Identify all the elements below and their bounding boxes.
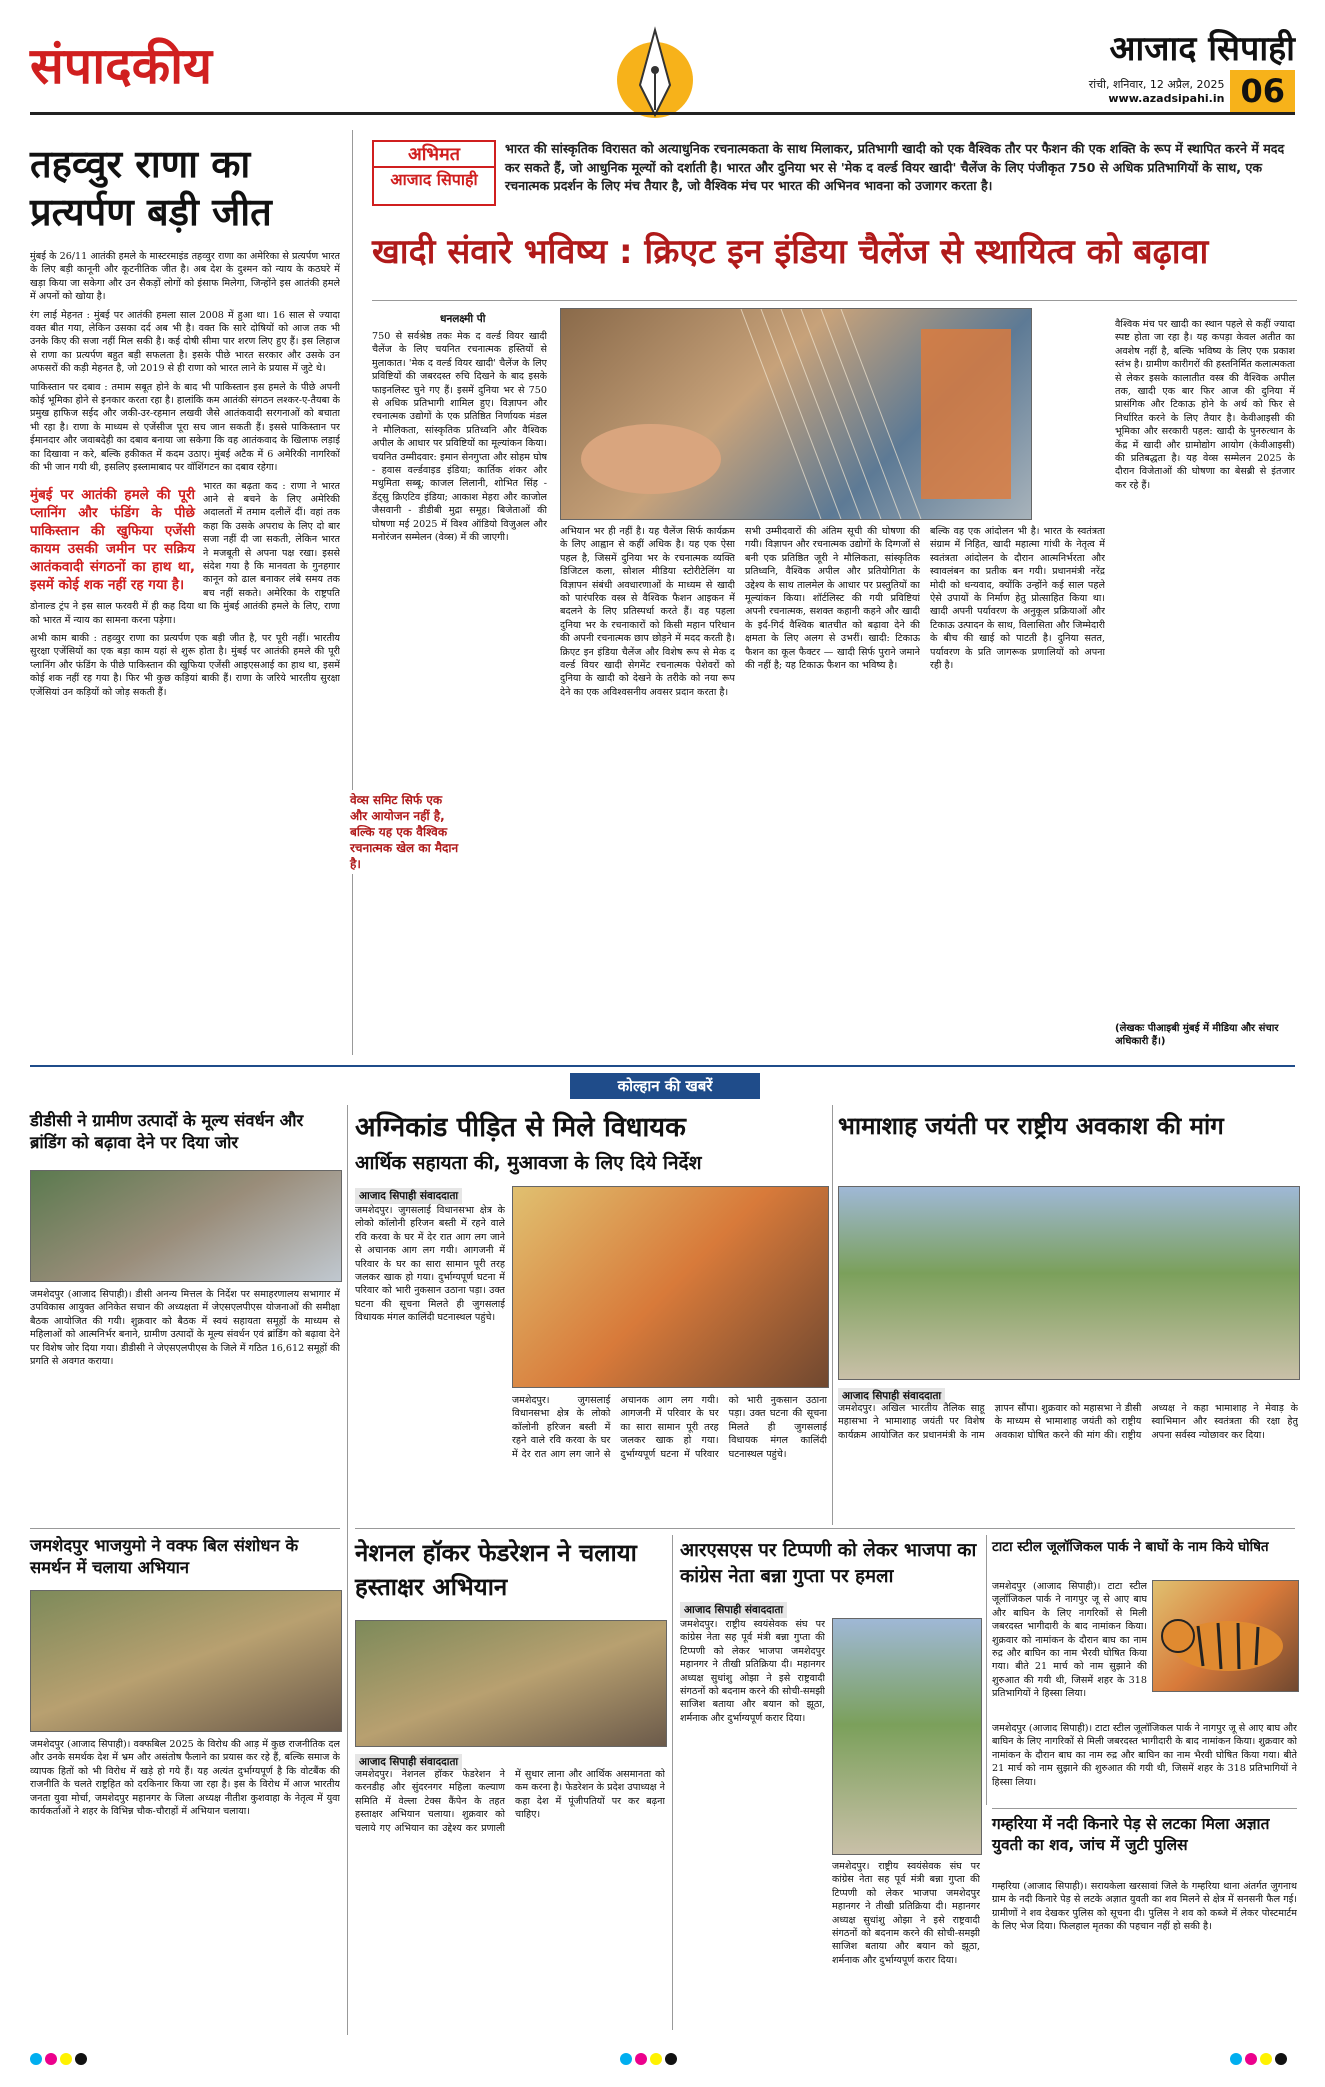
divider	[992, 1808, 1297, 1809]
khadi-weaving-photo	[560, 308, 1032, 520]
opinion-author: धनलक्ष्मी पी	[440, 313, 486, 325]
opinion-tag	[372, 140, 496, 206]
hawker-signature-photo	[355, 1620, 667, 1747]
opinion-intro: भारत की सांस्कृतिक विरासत को अत्याधुनिक रचनात्मकता के साथ मिलाकर, प्रतिभागी खादी को एक वैश्विक तौर पर फैशन की एक शक्ति के रूप में स्थापित करने में मदद कर सकते हैं, जो आधुनिक मूल्यों को दर्शाती है। भारत और दुनिया भर से 'मेक द वर्ल्ड वियर खादी' चैलेंज के लिए पंजीकृत 750 से अधिक प्रतिभागियों के साथ, एक रचनात्मक प्रदर्शन के लिए मंच तैयार है, जो वैश्विक मंच पर भारत की अभिनव भावना को उजागर करता है।	[505, 141, 1285, 193]
gamharia-headline: गम्हरिया में नदी किनारे पेड़ से लटका मिला अज्ञात युवती का शव, जांच में जुटी पुलिस	[992, 1815, 1270, 1854]
opinion-pull: वेव्स समिट सिर्फ एक और आयोजन नहीं है, बल्कि यह एक वैश्विक रचनात्मक खेल का मैदान है।	[348, 790, 462, 874]
tiger-photo	[1152, 1580, 1299, 1692]
print-registration-marks	[620, 2050, 680, 2069]
waqf-campaign-photo	[30, 1590, 342, 1732]
opinion-headline: खादी संवारे भविष्य : क्रिएट इन इंडिया चैलेंज से स्थायित्व को बढ़ावा	[372, 232, 1209, 272]
column-divider	[352, 130, 353, 1055]
waqf-body: जमशेदपुर (आजाद सिपाही)। वक्फबिल 2025 के विरोध की आड़ में कुछ राजनीतिक दल और उनके समर्थक देश में भ्रम और असंतोष फैलाने का प्रयास कर रहे हैं, बल्कि समाज के व्यापक हितों को भी विरोध में खड़े हो गये हैं। यह अत्यंत दुर्भाग्यपूर्ण है कि वोटबैंक की राजनीति के चलते राष्ट्रहित को दरकिनार किया जा रहा है। इस के विरोध में आज भारतीय जनता युवा मोर्चा, जमशेदपुर महानगर के जिला अध्यक्ष नीतीश कुशवाहा के नेतृत्व में युवा कार्यकर्ताओं ने शहर के विभिन्न चौक-चौराहों में अभियान चलाया।	[30, 1739, 340, 1818]
editorial-headline: तहव्वुर राणा का प्रत्यर्पण बड़ी जीत	[30, 142, 272, 234]
column-divider	[347, 1105, 348, 2035]
opinion-col4: बल्कि वह एक आंदोलन भी है। भारत के स्वतंत्रता संग्राम में निहित, खादी महात्मा गांधी के नेतृत्व में स्वतंत्रता आंदोलन के दौरान आत्मनिर्भरता और स्वावलंबन का प्रतीक बन गयी। प्रधानमंत्री नरेंद्र मोदी को धन्यवाद, क्योंकि उन्होंने कई साल पहले ऐसे उपायों के निर्माण हेतु प्रोत्साहित किया था। खादी अपनी पर्यावरण के अनुकूल प्रक्रियाओं और टिकाऊ उत्पादन के साथ, विलासिता और जिम्मेदारी के बीच की खाई को पाटती है। दुनिया सतत, पर्यावरण के प्रति जागरूक प्रणालियों को अपना रही है।	[930, 526, 1105, 672]
tiger-body-continued	[992, 1722, 1297, 1804]
paper-name: आजाद सिपाही	[1109, 29, 1295, 69]
hawker-byline-wrap	[355, 1750, 462, 1770]
opinion-closing: (लेखकः पीआइबी मुंबई में मीडिया और संचार अधिकारी हैं।)	[1115, 1023, 1279, 1047]
hawker-byline: आजाद सिपाही संवाददाता	[355, 1754, 462, 1770]
opinion-tag-bottom: आजाद सिपाही	[390, 170, 478, 189]
brand-block	[1089, 24, 1295, 112]
ddc-body: जमशेदपुर (आजाद सिपाही)। डीसी अनन्य मित्तल के निर्देश पर समाहरणालय सभागार में उपविकास आयुक्त अनिकेत सचान की अध्यक्षता में जेएसएलपीएस योजनाओं की समीक्षा बैठक आयोजित की गयी। शुक्रवार को बैठक में स्वयं सहायता समूहों के माध्यम से महिलाओं को आत्मनिर्भर बनाने, ग्रामीण उत्पादों के मूल्य संवर्धन एवं ब्रांडिंग को बढ़ावा देने पर विशेष जोर दिया गया। डीडीसी ने जेएसएलपीएस के जिले में गठित 16,612 समूहों की प्रगति से अवगत कराया।	[30, 1289, 340, 1368]
opinion-col2: अभियान भर ही नहीं है। यह चैलेंज सिर्फ कार्यक्रम के लिए आह्वान से कहीं अधिक है। यह एक ऐसा पहल है, जिसमें दुनिया भर के रचनात्मक व्यक्ति डिजिटल कला, सोशल मीडिया स्टोरीटेलिंग या विज्ञापन संबंधी अवधारणाओं के माध्यम से खादी को पारंपरिक वस्त्र से वैश्विक फैशन आइकन में बदलने के लिए प्रतिस्पर्धा करते हैं। वह पहला दुनिया भर के रचनाकारों को किसी महान परिधान की अपनी रचनात्मक छाप छोड़ने में मदद करती है। क्रिएट इन इंडिया चैलेंज और विशेष रूप से मेक द वर्ल्ड वियर खादी सेगमेंट रचनात्मक पेशेवरों को दुनिया के खादी को देखने के तरीके को नया रूप देने का एक अविश्वसनीय अवसर प्रदान करता है।	[560, 526, 735, 698]
rss-byline-wrap	[680, 1598, 787, 1618]
waqf-headline: जमशेदपुर भाजयुमो ने वक्फ बिल संशोधन के समर्थन में चलाया अभियान	[30, 1536, 299, 1577]
editorial-p5: अभी काम बाकी : तहव्वुर राणा का प्रत्यर्पण एक बड़ी जीत है, पर पूरी नहीं। भारतीय सुरक्षा एजेंसियों का एक बड़ा काम यहां से शुरू होता है। मुंबई पर आतंकी हमले की पूरी प्लानिंग और फंडिंग के पीछे पाकिस्तान की खुफिया एजेंसी आइएसआई का हाथ था, इसमें कोई शक नहीं रह गया है। फिर भी कुछ कड़ियां बाकी हैं। राणा के जरिये भारतीय सुरक्षा एजेंसियां उन कड़ियों को जोड़ सकती हैं।	[30, 632, 340, 698]
section-title: संपादकीय	[30, 37, 213, 95]
tiger-headline: टाटा स्टील जूलॉजिकल पार्क ने बाघों के नाम किये घोषित	[992, 1539, 1269, 1555]
rss-leader-photo	[832, 1618, 982, 1855]
rss-body: जमशेदपुर। राष्ट्रीय स्वयंसेवक संघ पर कांग्रेस नेता सह पूर्व मंत्री बन्ना गुप्ता की टिप्पणी को लेकर भाजपा जमशेदपुर महानगर ने तीखी प्रतिक्रिया दी। महानगर अध्यक्ष सुधांशु ओझा ने इसे राष्ट्रवादी संगठनों को बदनाम करने की सोची-समझी साजिश बताया और बयान को झूठा, शर्मनाक और दुर्भाग्यपूर्ण करार दिया।	[680, 1619, 825, 1724]
hawker-headline: नेशनल हॉकर फेडरेशन ने चलाया हस्ताक्षर अभियान	[355, 1539, 637, 1601]
print-registration-marks	[30, 2050, 90, 2069]
fire-byline-wrap	[355, 1184, 462, 1204]
divider	[355, 1528, 1295, 1529]
website: www.azadsipahi.in	[1108, 92, 1225, 105]
fire-byline: आजाद सिपाही संवाददाता	[355, 1188, 462, 1204]
rss-byline: आजाद सिपाही संवाददाता	[680, 1602, 787, 1618]
fire-body-continued	[512, 1394, 827, 1514]
section-rule	[30, 1065, 1295, 1067]
editorial-p3: पाकिस्तान पर दबाव : तमाम सबूत होने के बाद भी पाकिस्तान इस हमले के पीछे अपनी कोई भूमिका होने से इनकार करता रहा है। हालांकि कम आतंकी संगठन लश्कर-ए-तैयबा के प्रमुख हाफिज सईद और जकी-उर-रहमान लखवी जैसे आतंकवादी सरगनाओं को बचाता भी रहा है। राणा के माध्यम से एजेंसीज पूरा सच जान सकती हैं। इससे पाकिस्तान पर ईमानदार और जवाबदेही का दबाव बनाया जा सकेगा कि वह आतंकवाद के खिलाफ लड़ाई का दिखावा न करे, बल्कि हकीकत में कदम उठाए। मुंबई अटैक में 6 अमेरिकी नागरिकों की भी जान गयी थी, इसलिए इस्लामाबाद पर वॉशिंगटन का दबाव रहेगा।	[30, 381, 340, 474]
rss-body-2: जमशेदपुर। राष्ट्रीय स्वयंसेवक संघ पर कांग्रेस नेता सह पूर्व मंत्री बन्ना गुप्ता की टिप्पणी को लेकर भाजपा जमशेदपुर महानगर ने तीखी प्रतिक्रिया दी। महानगर अध्यक्ष सुधांशु ओझा ने इसे राष्ट्रवादी संगठनों को बदनाम करने की सोची-समझी साजिश बताया और बयान को झूठा, शर्मनाक और दुर्भाग्यपूर्ण करार दिया।	[832, 1861, 980, 1966]
ddc-headline: डीडीसी ने ग्रामीण उत्पादों के मूल्य संवर्धन और ब्रांडिंग को बढ़ावा देने पर दिया जोर	[30, 1111, 304, 1152]
fire-body-2: जमशेदपुर। जुगसलाई विधानसभा क्षेत्र के लोको कॉलोनी हरिजन बस्ती में रहने वाले रवि करवा के घर में देर रात आग लग जाने से अचानक आग लग गयी। आगजनी में परिवार के घर का सारा सामान पूरी तरह जलकर खाक हो गया। दुर्भाग्यपूर्ण घटना में परिवार को भारी नुकसान उठाना पड़ा। उक्त घटना की सूचना मिलते ही जुगसलाई विधायक मंगल कालिंदी घटनास्थल पहुंचे।	[512, 1395, 827, 1460]
gamharia-body: गम्हरिया (आजाद सिपाही)। सरायकेला खरसावां जिले के गम्हरिया थाना अंतर्गत जुगनाथ ग्राम के नदी किनारे पेड़ से लटके अज्ञात युवती का शव मिलने से क्षेत्र में सनसनी फैल गई। ग्रामीणों ने शव देखकर पुलिस को सूचना दी। पुलिस ने शव को कब्जे में लेकर पोस्टमार्टम के लिए भेज दिया। फिलहाल मृतका की पहचान नहीं हो सकी है।	[992, 1881, 1297, 1933]
page-number: 06	[1230, 70, 1295, 112]
bhamashah-body: जमशेदपुर। अखिल भारतीय तैलिक साहू महासभा ने भामाशाह जयंती पर विशेष कार्यक्रम आयोजित कर प्रधानमंत्री के नाम ज्ञापन सौंपा। शुक्रवार को महासभा ने डीसी के माध्यम से भामाशाह जयंती को राष्ट्रीय अवकाश घोषित करने की मांग की। राष्ट्रीय अध्यक्ष ने कहा भामाशाह ने मेवाड़ के स्वाभिमान और स्वतंत्रता की रक्षा हेतु अपना सर्वस्व न्योछावर कर दिया।	[838, 1403, 1298, 1441]
opinion-col5: वैश्विक मंच पर खादी का स्थान पहले से कहीं ज्यादा स्पष्ट होता जा रहा है। यह कपड़ा केवल अतीत का अवशेष नहीं है, बल्कि भविष्य के लिए एक प्रकाश स्तंभ है। ग्रामीण कारीगरों की हस्तनिर्मित कलात्मकता से लेकर इसके कालातीत वस्त्र की वैश्विक अपील तक, खादी एक बार फिर आज की दुनिया में प्रासंगिक और टिकाऊ होने के अर्थ को फिर से निर्धारित करने के लिए तैयार है। केवीआइसी की भूमिका और सरकारी पहल: खादी के पुनरुत्थान के केंद्र में खादी और ग्रामोद्योग आयोग (केवीआइसी) की प्रतिबद्धता है। यह वेव्स सम्मेलन 2025 के दौरान विजेताओं की घोषणा का बेसब्री से इंतजार कर रहे हैं।	[1115, 319, 1295, 491]
bhamashah-byline-wrap	[838, 1384, 945, 1404]
opinion-col3: सभी उम्मीदवारों की अंतिम सूची की घोषणा की गयी। विज्ञापन और रचनात्मक उद्योगों के दिग्गजों से बनी एक प्रतिष्ठित जूरी ने मौलिकता, सांस्कृतिक प्रतिध्वनि, वैश्विक अपील और प्रतियोगिता के उद्देश्य के साथ तालमेल के आधार पर प्रस्तुतियों का मूल्यांकन किया। शॉर्टलिस्ट की गयी प्रविष्टियां अपनी रचनात्मक, सशक्त कहानी कहने और खादी के इर्द-गिर्द वैश्विक बातचीत को बढ़ावा देने की क्षमता के लिए अलग से उभरीं। खादी: टिकाऊ फैशन का कूल फैक्टर — खादी सिर्फ पुराने जमाने की नहीं है; यह टिकाऊ फैशन का भविष्य है।	[745, 526, 920, 672]
pen-nib-sun-logo	[590, 10, 720, 120]
bhamashah-headline: भामाशाह जयंती पर राष्ट्रीय अवकाश की मांग	[838, 1112, 1224, 1140]
fire-victims-photo	[512, 1186, 829, 1388]
tiger-body: जमशेदपुर (आजाद सिपाही)। टाटा स्टील जूलॉजिकल पार्क ने नागपुर जू से आए बाघ और बाघिन के लिए नागरिकों से मिली जबरदस्त भागीदारी के बाद नामांकन किया। शुक्रवार को नामांकन के दौरान बाघ का नाम रुद्र और बाघिन का नाम भैरवी घोषित किया गया। बीते 21 मार्च को नाम सुझाने की शुरुआत की गयी थी, जिसमें शहर के 318 प्रतिभागियों ने हिस्सा लिया।	[992, 1581, 1147, 1700]
dateline: रांची, शनिवार, 12 अप्रैल, 2025	[1088, 78, 1225, 91]
column-divider	[672, 1535, 673, 2030]
rss-body-continued	[832, 1860, 980, 2028]
opinion-tag-top: अभिमत	[374, 142, 494, 168]
section-bar: कोल्हान की खबरें	[570, 1073, 760, 1099]
fire-headline: अग्निकांड पीड़ित से मिले विधायक	[355, 1112, 686, 1143]
tiger-body-2: जमशेदपुर (आजाद सिपाही)। टाटा स्टील जूलॉजिकल पार्क ने नागपुर जू से आए बाघ और बाघिन के लिए नागरिकों से मिली जबरदस्त भागीदारी के बाद नामांकन किया। शुक्रवार को नामांकन के दौरान बाघ का नाम रुद्र और बाघिन का नाम भैरवी घोषित किया गया। बीते 21 मार्च को नाम सुझाने की शुरुआत की गयी थी, जिसमें शहर के 318 प्रतिभागियों ने हिस्सा लिया।	[992, 1723, 1297, 1788]
divider	[30, 1528, 340, 1529]
masthead-rule	[30, 112, 1295, 115]
editorial-p4: भारत का बढ़ता कद : राणा ने भारत आने से बचने के लिए अमेरिकी अदालतों में तमाम दलीलें दीं। वहां तक कहा कि उसके अपराध के लिए दो बार सजा नहीं दी जा सकती, लेकिन भारत ने मजबूती से अपना पक्ष रखा। इससे संदेश गया है कि मानवता के गुनहगार कानून को ढाल बनाकर लंबे समय तक बच नहीं सकते। अमेरिका के राष्ट्रपति डोनाल्ड ट्रंप ने इस साल फरवरी में ही कह दिया था कि मुंबई आतंकी हमले के लिए, राणा को भारत में न्याय का सामना करना पड़ेगा।	[30, 480, 340, 626]
fire-body: जमशेदपुर। जुगसलाई विधानसभा क्षेत्र के लोको कॉलोनी हरिजन बस्ती में रहने वाले रवि करवा के घर में देर रात आग लग जाने से अचानक आग लग गयी। आगजनी में परिवार के घर का सारा सामान पूरी तरह जलकर खाक हो गया। दुर्भाग्यपूर्ण घटना में परिवार को भारी नुकसान उठाना पड़ा। उक्त घटना की सूचना मिलते ही जुगसलाई विधायक मंगल कालिंदी घटनास्थल पहुंचे।	[355, 1205, 505, 1324]
print-registration-marks	[1230, 2050, 1290, 2069]
ddc-meeting-photo	[30, 1170, 342, 1282]
hawker-body: जमशेदपुर। नेशनल हॉकर फेडरेशन ने करनडीह और सुंदरनगर महिला कल्याण समिति में वेल्ला टेक्स कैंपेन के तहत हस्ताक्षर अभियान चलाया। शुक्रवार को चलाये गए अभियान का उद्देश्य कर प्रणाली में सुधार लाना और आर्थिक असमानता को कम करना है। फेडरेशन के प्रदेश उपाध्यक्ष ने कहा देश में पूंजीपतियों पर कर बढ़ना चाहिए।	[355, 1769, 665, 1834]
editorial-body	[30, 250, 340, 1050]
rss-headline: आरएसएस पर टिप्पणी को लेकर भाजपा का कांग्रेस नेता बन्ना गुप्ता पर हमला	[680, 1540, 977, 1587]
bhamashah-byline: आजाद सिपाही संवाददाता	[838, 1388, 945, 1404]
fire-subhead: आर्थिक सहायता की, मुआवजा के लिए दिये निर्देश	[355, 1152, 702, 1174]
editorial-pullquote: मुंबई पर आतंकी हमले की पूरी प्लानिंग और फंडिंग के पीछे पाकिस्तान की खुफिया एजेंसी कायम उसकी जमीन पर सक्रिय आतंकवादी संगठनों का हाथ था, इसमें कोई शक नहीं रह गया है।	[30, 486, 195, 593]
editorial-p1: मुंबई के 26/11 आतंकी हमले के मास्टरमाइंड तहव्वुर राणा का अमेरिका से प्रत्यर्पण भारत के लिए बड़ी कानूनी और कूटनीतिक जीत है। अब देश के दुश्मन को न्याय के कठघरे में खड़ा किया जा सकेगा और उन सैकड़ों लोगों को इंसाफ मिलेगा, जिन्होंने इस आतंकी हमले में अपनों को खोया है।	[30, 251, 340, 303]
column-divider	[832, 1105, 833, 1525]
bhamashah-group-photo	[838, 1186, 1300, 1380]
opinion-col1: 750 से सर्वश्रेष्ठ तकः मेक द वर्ल्ड वियर खादी चैलेंज के लिए चयनित रचनात्मक हस्तियों से मुलाकात। 'मेक द वर्ल्ड वियर खादी' चैलेंज के लिए प्रविष्टियों की जबरदस्त रुचि दिखने के बाद इसके फाइनलिस्ट चुने गए हैं। इसमें दुनिया भर से 750 से अधिक प्रतिभागी शामिल हुए। विज्ञापन और रचनात्मक उद्योगों के एक प्रतिष्ठित निर्णायक मंडल ने मौलिकता, सांस्कृतिक प्रतिध्वनि और वैश्विक अपील के आधार पर प्रविष्टियों का मूल्यांकन किया। चयनित उम्मीदवार: इमान सेनगुप्ता और सोहम घोष - हवास वर्ल्डवाइड इंडिया; कार्तिक शंकर और मधुमिता सब्बू; काजल लिलानी, शोभित सिंह - डेंट्सु क्रिएटिव इंडिया; आकाश मेहरा और काजोल जैसवानी - डीडीबी मुद्रा समूह। बिजेताओं की घोषणा मई 2025 में विश्व ऑडियो विजुअल और मनोरंजन सम्मेलन (वेव्स) में की जाएगी।	[372, 331, 547, 544]
column-divider	[986, 1535, 987, 1805]
opinion-rule	[372, 300, 1297, 301]
editorial-p2: रंग लाई मेहनत : मुंबई पर आतंकी हमला साल 2008 में हुआ था। 16 साल से ज्यादा वक्त बीत गया, लेकिन उसका दर्द अब भी है। वक्त कि सारे दोषियों को आज तक भी उनके किए की सजा नहीं मिल सकी है। कई दोषी सीमा पार शरण लिए हुए हैं। इस लिहाज से राणा का प्रत्यर्पण बहुत बड़ी सफलता है। इसके पीछे भारत सरकार और उसके उन अफसरों की कड़ी मेहनत है, जो 2019 से ही राणा को भारत लाने के प्रयास में जुटे थे।	[30, 309, 340, 375]
